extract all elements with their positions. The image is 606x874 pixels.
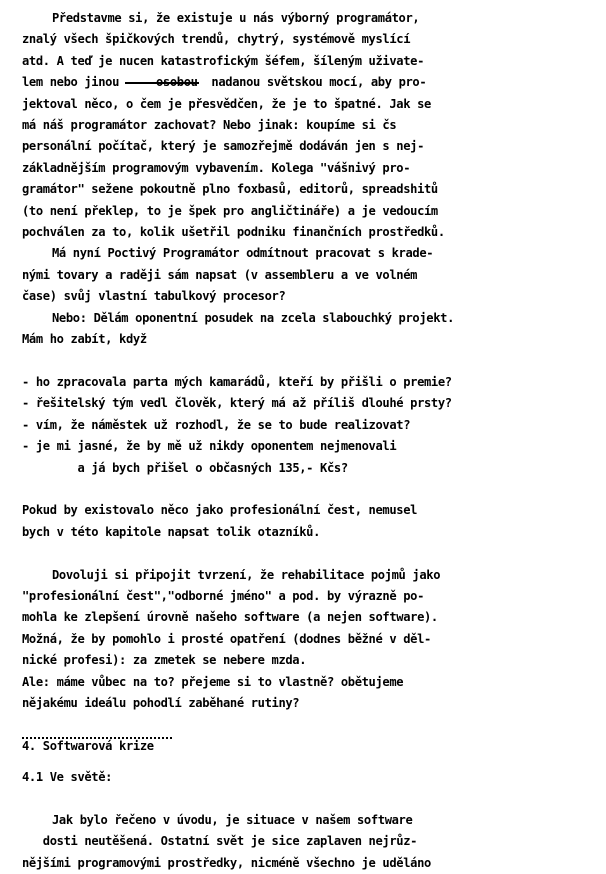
paragraph-5-line-5: nické profesi): za zmetek se nebere mzda. [22,653,307,668]
paragraph-1-line-11: pochválen za to, kolik ušetřil podniku finančních prostředků. [22,225,445,240]
paragraph-1-line-2: znalý všech špičkových trendů, chytrý, systémově myslící [22,32,411,47]
list-item-4: - je mi jasné, že by mě už nikdy oponentem nejmenovali [22,439,397,454]
paragraph-3-line-2: Mám ho zabít, když [22,332,147,347]
paragraph-5-line-1: Dovoluji si připojit tvrzení, že rehabilitace pojmů jako [52,567,441,582]
spacer-4 [22,714,594,735]
spacer-2 [22,479,594,500]
paragraph-2 [22,243,594,307]
paragraph-2-line-3: čase) svůj vlastní tabulkový procesor? [22,289,286,304]
paragraph-4 [22,500,594,543]
spacer-1 [22,351,594,372]
paragraph-5-line-2: "profesionální čest","odborné jméno" a pod. by výrazně po- [22,588,425,603]
heading-underline [22,737,172,739]
spacer-5 [22,789,594,810]
paragraph-1 [22,8,594,243]
paragraph-2-line-2: nými tovary a raději sám napsat (v assembleru a ve volném [22,267,418,282]
paragraph-5-line-3: mohla ke zlepšení úrovně našeho software (a nejen software). [22,610,438,625]
paragraph-3 [22,308,594,351]
paragraph-4-line-1: Pokud by existovalo něco jako profesionální čest, nemusel [22,503,418,518]
paragraph-5-line-4: Možná, že by pomohlo i prosté opatření (dodnes běžné v děl- [22,631,431,646]
paragraph-3-line-1: Nebo: Dělám oponentní posudek na zcela slabouchký projekt. [52,310,455,325]
paragraph-5-line-7: nějakému ideálu pohodlí zaběhané rutiny? [22,695,300,710]
spacer-3 [22,543,594,564]
list-item-3: - vím, že náměstek už rozhodl, že se to bude realizovat? [22,417,411,432]
paragraph-5 [22,565,594,715]
paragraph-1-line-5: jektoval něco, o čem je přesvědčen, že je to špatné. Jak se [22,96,431,111]
paragraph-1-line-4-prefix: lem nebo jinou [22,75,126,90]
struck-word-osobou: osobou [126,72,198,93]
paragraph-1-line-10: (to není překlep, to je špek pro angličtináře) a je vedoucím [22,203,438,218]
section-heading-4: 4. Softwarová krize [22,738,154,753]
list-item-2: - řešitelský tým vedl člověk, který má až příliš dlouhé prsty? [22,396,452,411]
paragraph-6-line-3: nějšími programovými prostředky, nicméně všechno je uděláno [22,855,431,870]
paragraph-1-line-7: personální počítač, který je samozřejmě dodáván jen s nej- [22,139,425,154]
paragraph-1-line-9: gramátor" sežene pokoutně plno foxbasů, editorů, spreadshitů [22,182,438,197]
paragraph-6 [22,810,594,874]
paragraph-6-line-1: Jak bylo řečeno v úvodu, je situace v našem software [52,812,413,827]
paragraph-1-line-6: má náš programátor zachovat? Nebo jinak: koupíme si čs [22,118,397,133]
list-item-4-continuation: a já bych přišel o občasných 135,- Kčs? [22,460,348,475]
paragraph-1-line-1: Představme si, že existuje u nás výborný programátor, [52,11,420,25]
paragraph-6-line-2: dosti neutěšená. Ostatní svět je sice zaplaven nejrůz- [22,834,418,849]
subsection-heading-4-1: 4.1 Ve světě: [22,770,113,785]
paragraph-1-line-4-suffix: nadanou světskou mocí, aby pro- [197,75,427,90]
document-body [22,8,594,874]
paragraph-4-line-2: bych v této kapitole napsat tolik otazníků. [22,524,321,539]
paragraph-1-line-8: základnějším programovým vybavením. Kolega "vášnivý pro- [22,160,411,175]
question-list [22,372,594,479]
paragraph-1-line-3: atd. A teď je nucen katastrofickým šéfem, šíleným uživate- [22,53,425,68]
paragraph-2-line-1: Má nyní Poctivý Programátor odmítnout pracovat s krade- [52,246,434,261]
heading-rule-spacer [22,757,594,767]
paragraph-5-line-6: Ale: máme vůbec na to? přejeme si to vlastně? obětujeme [22,674,404,689]
list-item-1: - ho zpracovala parta mých kamarádů, kteří by přišli o premie? [22,374,452,389]
